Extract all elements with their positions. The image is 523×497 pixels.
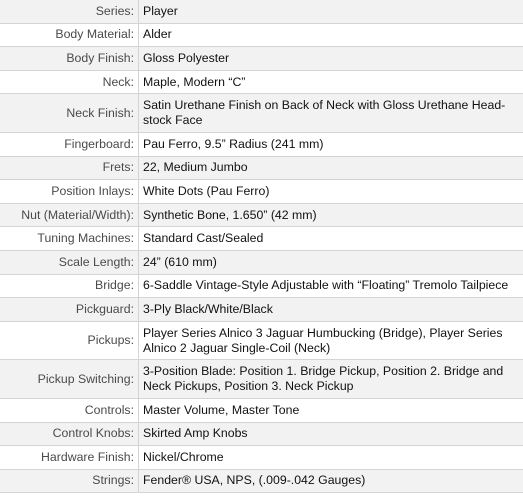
spec-row-hardware-finish <box>0 446 523 470</box>
spec-row-pickup-switching <box>0 360 523 399</box>
spec-value: Gloss Polyester <box>139 47 523 71</box>
spec-label: Tuning Machines: <box>0 227 139 251</box>
spec-value: Fender® USA, NPS, (.009-.042 Gauges) <box>139 469 523 493</box>
spec-label: Bridge: <box>0 274 139 298</box>
spec-value: Satin Urethane Finish on Back of Neck with Gloss Urethane Head-stock Face <box>139 94 523 133</box>
spec-value: Maple, Modern “C” <box>139 70 523 94</box>
spec-label: Neck Finish: <box>0 94 139 133</box>
spec-row-body-material <box>0 23 523 47</box>
spec-row-frets <box>0 156 523 180</box>
spec-value: Player Series Alnico 3 Jaguar Humbucking (Bridge), Player Series Alnico 2 Jaguar Single-Coil (Neck) <box>139 321 523 360</box>
spec-row-strings <box>0 469 523 493</box>
spec-value: Master Volume, Master Tone <box>139 398 523 422</box>
spec-label: Series: <box>0 0 139 23</box>
spec-value: 22, Medium Jumbo <box>139 156 523 180</box>
spec-value: 24” (610 mm) <box>139 250 523 274</box>
spec-value: Alder <box>139 23 523 47</box>
spec-value: 6-Saddle Vintage-Style Adjustable with “Floating” Tremolo Tailpiece <box>139 274 523 298</box>
spec-label: Strings: <box>0 469 139 493</box>
spec-row-fingerboard <box>0 132 523 156</box>
spec-value: 3-Ply Black/White/Black <box>139 298 523 322</box>
spec-row-neck <box>0 70 523 94</box>
spec-row-scale-length <box>0 250 523 274</box>
spec-label: Controls: <box>0 398 139 422</box>
spec-value: 3-Position Blade: Position 1. Bridge Pickup, Position 2. Bridge and Neck Pickups, Position 3. Neck Pickup <box>139 360 523 399</box>
spec-row-control-knobs <box>0 422 523 446</box>
spec-label: Neck: <box>0 70 139 94</box>
spec-row-pickguard <box>0 298 523 322</box>
spec-label: Control Knobs: <box>0 422 139 446</box>
spec-label: Body Material: <box>0 23 139 47</box>
spec-label: Hardware Finish: <box>0 446 139 470</box>
spec-label: Pickups: <box>0 321 139 360</box>
spec-row-body-finish <box>0 47 523 71</box>
spec-row-nut <box>0 203 523 227</box>
spec-row-controls <box>0 398 523 422</box>
spec-label: Frets: <box>0 156 139 180</box>
spec-label: Nut (Material/Width): <box>0 203 139 227</box>
spec-value: White Dots (Pau Ferro) <box>139 180 523 204</box>
spec-value: Pau Ferro, 9.5” Radius (241 mm) <box>139 132 523 156</box>
spec-label: Body Finish: <box>0 47 139 71</box>
spec-row-pickups <box>0 321 523 360</box>
spec-value: Skirted Amp Knobs <box>139 422 523 446</box>
spec-value: Standard Cast/Sealed <box>139 227 523 251</box>
spec-label: Position Inlays: <box>0 180 139 204</box>
spec-label: Fingerboard: <box>0 132 139 156</box>
spec-value: Player <box>139 0 523 23</box>
spec-label: Pickup Switching: <box>0 360 139 399</box>
spec-row-tuning-machines <box>0 227 523 251</box>
spec-row-series <box>0 0 523 23</box>
spec-row-neck-finish <box>0 94 523 133</box>
spec-label: Pickguard: <box>0 298 139 322</box>
spec-row-position-inlays <box>0 180 523 204</box>
spec-value: Nickel/Chrome <box>139 446 523 470</box>
spec-label: Scale Length: <box>0 250 139 274</box>
spec-value: Synthetic Bone, 1.650” (42 mm) <box>139 203 523 227</box>
spec-row-bridge <box>0 274 523 298</box>
